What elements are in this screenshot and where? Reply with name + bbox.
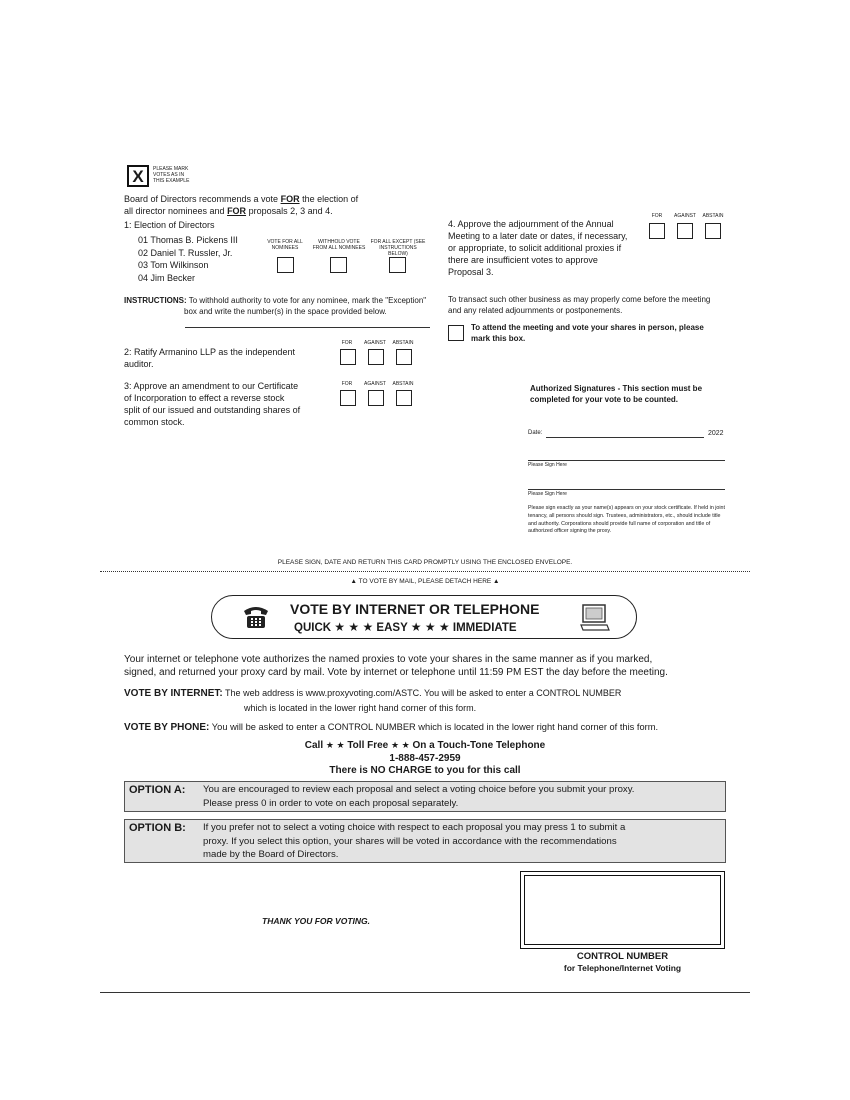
signature-instructions: Please sign exactly as your name(s) appears on your stock certificate. If held in joint tenancy, all persons should sign. Trustees, administrators, etc., should include title and authority. Corporations should provide full name of corporation and title of authorized officer signing the proxy. bbox=[528, 505, 725, 535]
other-business-text: To transact such other business as may properly come before the meeting and any related adjournments or postponements. bbox=[448, 295, 711, 315]
proposal-3-against-checkbox[interactable] bbox=[368, 390, 384, 406]
proposal-4-for-header: FOR bbox=[651, 213, 663, 219]
signature-line-2[interactable] bbox=[528, 489, 725, 490]
nominee: 02 Daniel T. Russler, Jr. bbox=[138, 247, 233, 258]
signature-line-1[interactable] bbox=[528, 460, 725, 461]
example-label: PLEASE MARK VOTES AS IN THIS EXAMPLE bbox=[153, 166, 190, 184]
signature-label-1: Please Sign Here bbox=[528, 462, 567, 468]
date-year: 2022 bbox=[708, 430, 724, 437]
for-all-except-header: FOR ALL EXCEPT (SEE INSTRUCTIONS BELOW) bbox=[370, 239, 426, 257]
option-b-label: OPTION B: bbox=[129, 822, 186, 834]
signatures-title: Authorized Signatures - This section must be completed for your vote to be counted. bbox=[530, 384, 703, 404]
thank-you: THANK YOU FOR VOTING. bbox=[262, 916, 370, 926]
phone-icon bbox=[242, 604, 270, 630]
proposal-3-abstain-header: ABSTAIN bbox=[392, 381, 414, 387]
proposal-2-text: 2: Ratify Armanino LLP as the independent auditor. bbox=[124, 347, 295, 369]
proposal-4-abstain-checkbox[interactable] bbox=[705, 223, 721, 239]
proposal-3-for-header: FOR bbox=[341, 381, 353, 387]
proposal-2-against-checkbox[interactable] bbox=[368, 349, 384, 365]
proposal-2-against-header: AGAINST bbox=[364, 340, 386, 346]
stars-icon: ★ ★ ★ bbox=[410, 620, 450, 634]
proposal-4-against-checkbox[interactable] bbox=[677, 223, 693, 239]
option-a-box bbox=[124, 781, 726, 812]
proposal-3-abstain-checkbox[interactable] bbox=[396, 390, 412, 406]
option-a-text: You are encouraged to review each proposal and select a voting choice before you submit your proxy. Please press 0 in order to vote on each proposal separately. bbox=[203, 784, 635, 809]
vote-internet: VOTE BY INTERNET: The web address is www.proxyvoting.com/ASTC. You will be asked to enter a CONTROL NUMBER which is located in the lower right hand corner of this form. bbox=[124, 688, 622, 713]
stars-icon: ★ ★ bbox=[325, 740, 345, 750]
proposal-4-for-checkbox[interactable] bbox=[649, 223, 665, 239]
vote-for-all-header: VOTE FOR ALL NOMINEES bbox=[267, 239, 303, 251]
for-all-except-checkbox[interactable] bbox=[389, 257, 406, 273]
proposal-2-abstain-header: ABSTAIN bbox=[392, 340, 414, 346]
control-number-subtitle: for Telephone/Internet Voting bbox=[563, 963, 682, 973]
stars-icon: ★ ★ bbox=[391, 740, 410, 750]
vote-banner bbox=[211, 595, 637, 639]
banner-title: VOTE BY INTERNET OR TELEPHONE bbox=[290, 601, 540, 617]
example-mark-box bbox=[127, 165, 149, 187]
nominee: 04 Jim Becker bbox=[138, 273, 196, 284]
bottom-rule bbox=[100, 992, 750, 993]
computer-icon bbox=[580, 604, 610, 632]
vote-for-all-checkbox[interactable] bbox=[277, 257, 294, 273]
proposal-3-against-header: AGAINST bbox=[364, 381, 386, 387]
detach-line[interactable] bbox=[100, 571, 750, 572]
election-title: 1: Election of Directors bbox=[124, 220, 215, 230]
detach-instruction: ▲ TO VOTE BY MAIL, PLEASE DETACH HERE ▲ bbox=[350, 578, 500, 585]
proposal-2-abstain-checkbox[interactable] bbox=[396, 349, 412, 365]
exception-write-line[interactable] bbox=[185, 327, 430, 328]
proposal-3-for-checkbox[interactable] bbox=[340, 390, 356, 406]
call-block: Call ★ ★ Toll Free ★ ★ On a Touch-Tone Telephone 1-888-457-2959 There is NO CHARGE to you for this call bbox=[100, 739, 750, 778]
withhold-all-header: WITHHOLD VOTE FROM ALL NOMINEES bbox=[312, 239, 366, 251]
no-charge-note: There is NO CHARGE to you for this call bbox=[329, 765, 521, 776]
date-label: Date: bbox=[528, 430, 543, 436]
banner-tagline: QUICK ★ ★ ★ EASY ★ ★ ★ IMMEDIATE bbox=[294, 620, 517, 634]
board-recommendation: Board of Directors recommends a vote FOR the election of all director nominees and FOR proposals 2, 3 and 4. bbox=[124, 194, 359, 216]
intro-text: Your internet or telephone vote authorizes the named proxies to vote your shares in the same manner as if you marked, signed, and returned your proxy card by mail. Vote by internet or telephone until 11:59 PM EST the day before the meeting. bbox=[124, 654, 668, 678]
example-mark: X bbox=[132, 167, 144, 186]
phone-number[interactable]: 1-888-457-2959 bbox=[389, 752, 461, 764]
nominee-list bbox=[138, 234, 238, 285]
proposal-3-text: 3: Approve an amendment to our Certificate of Incorporation to effect a reverse stock split of our issued and outstanding shares of common stock. bbox=[124, 381, 301, 427]
arrow-up-icon: ▲ bbox=[493, 578, 500, 585]
withhold-all-checkbox[interactable] bbox=[330, 257, 347, 273]
proposal-4-text: 4. Approve the adjournment of the Annual Meeting to a later date or dates, if necessary, or appropriate, to solicit additional proxies if there are insufficient votes to approve Proposal 3. bbox=[448, 219, 628, 277]
proposal-4-abstain-header: ABSTAIN bbox=[702, 213, 724, 219]
nominee: 03 Tom Wilkinson bbox=[138, 260, 209, 271]
attend-meeting-checkbox[interactable] bbox=[448, 325, 464, 341]
vote-phone: VOTE BY PHONE: You will be asked to enter a CONTROL NUMBER which is located in the lower right hand corner of this form. bbox=[124, 722, 659, 733]
arrow-up-icon: ▲ bbox=[350, 578, 357, 585]
option-a-label: OPTION A: bbox=[129, 784, 186, 796]
signature-label-2: Please Sign Here bbox=[528, 491, 567, 497]
option-b-text: If you prefer not to select a voting choice with respect to each proposal you may press 1 to submit a proxy. If you select this option, your shares will be voted in accordance with the recommendations made by the Board of Directors. bbox=[203, 822, 626, 860]
nominee: 01 Thomas B. Pickens III bbox=[138, 235, 238, 245]
proposal-2-for-checkbox[interactable] bbox=[340, 349, 356, 365]
control-number-title: CONTROL NUMBER bbox=[576, 951, 669, 962]
return-note: PLEASE SIGN, DATE AND RETURN THIS CARD PROMPTLY USING THE ENCLOSED ENVELOPE. bbox=[277, 559, 573, 566]
date-line[interactable] bbox=[546, 437, 704, 438]
stars-icon: ★ ★ ★ bbox=[334, 620, 374, 634]
instructions: INSTRUCTIONS: To withhold authority to vote for any nominee, mark the "Exception" box and write the number(s) in the space provided below. bbox=[124, 296, 427, 316]
control-number-box[interactable] bbox=[520, 871, 725, 949]
proposal-4-against-header: AGAINST bbox=[674, 213, 696, 219]
attend-meeting-text: To attend the meeting and vote your shares in person, please mark this box. bbox=[471, 323, 704, 343]
proposal-2-for-header: FOR bbox=[341, 340, 353, 346]
option-b-box bbox=[124, 819, 726, 863]
